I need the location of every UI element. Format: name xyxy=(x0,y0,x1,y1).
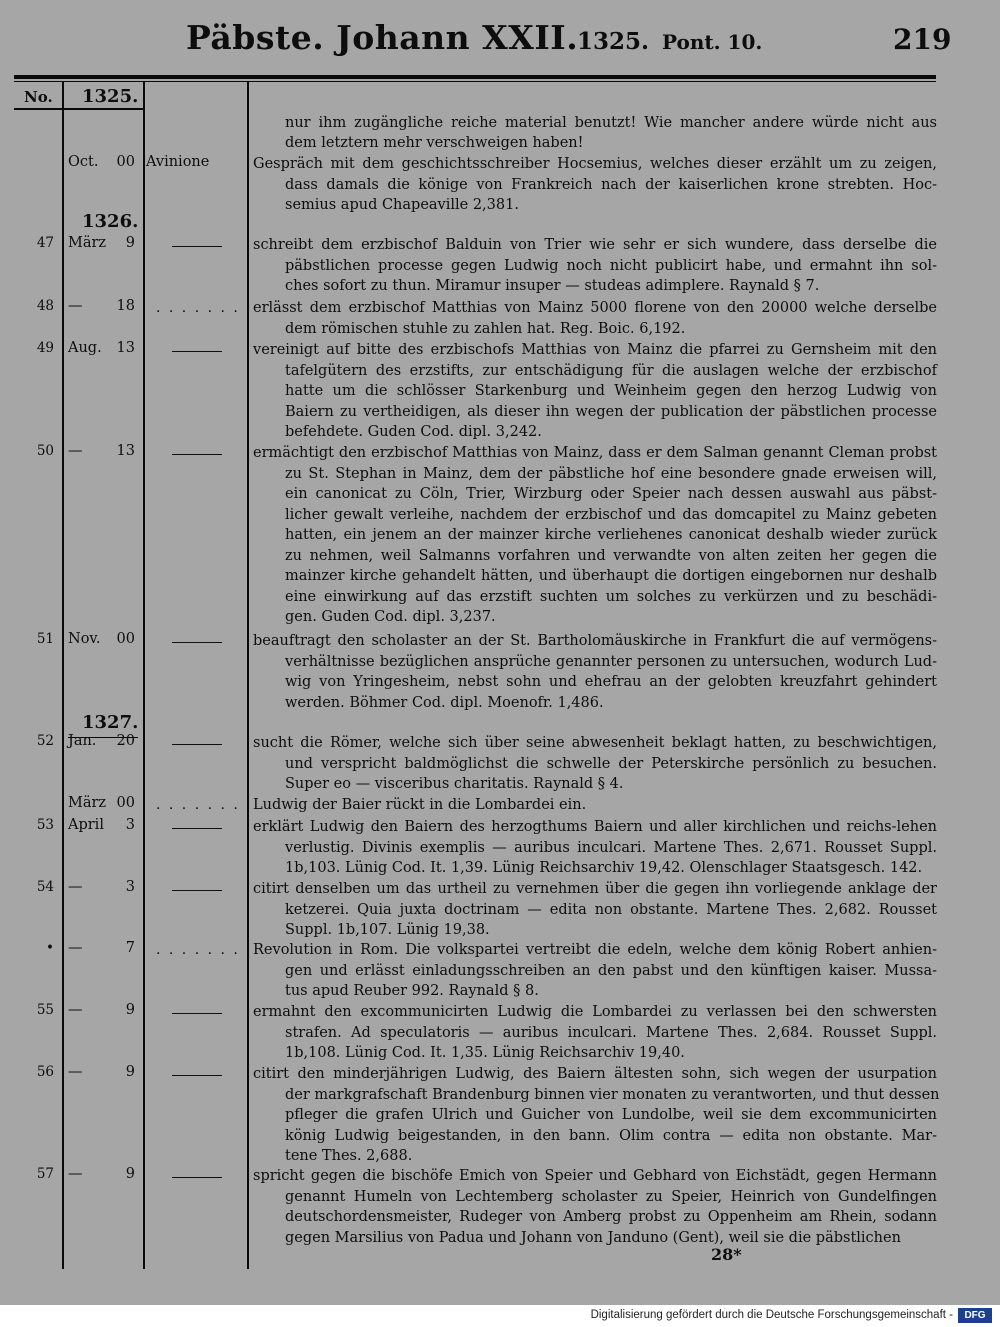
entry-text-line: tafelgütern des erzstifts, zur entschädigung für die auslagen welche der erzbischof xyxy=(285,362,937,379)
entry-text-line: ermächtigt den erzbischof Matthias von Mainz, dass er dem Salman genannt Cleman probst xyxy=(253,445,937,461)
entry-number: • xyxy=(46,940,54,956)
place-dash xyxy=(172,890,222,891)
entry-text-line: hatten, ein jenem an der mainzer kirche verliehenes canonicat deshalb wieder zurück xyxy=(285,527,937,543)
place-dash xyxy=(172,642,222,643)
entry-text-line: werden. Böhmer Cod. dipl. Moenofr. 1,486. xyxy=(285,694,604,711)
entry-text xyxy=(253,1064,940,1167)
column-header-year: 1325. xyxy=(82,86,139,107)
entry-day: 7 xyxy=(125,940,135,956)
entry-month: — xyxy=(68,1064,83,1080)
entry-text-line: der markgrafschaft Brandenburg binnen vier monaten zu verantworten, und thut dessen xyxy=(285,1086,940,1103)
entry-text xyxy=(253,1166,937,1248)
entry-text-line: ketzerei. Quia juxta doctrinam — edita non obstante. Martene Thes. 2,682. Rousset xyxy=(285,901,937,918)
page-number: 219 xyxy=(893,23,952,56)
entry-text-line: citirt den minderjährigen Ludwig, des Baiern ältesten sohn, sich wegen der usurpation xyxy=(253,1066,937,1082)
dfg-logo: DFG xyxy=(958,1308,992,1323)
entry-text-line: semius apud Chapeaville 2,381. xyxy=(285,197,519,213)
entry-text-line: verlustig. Divinis exemplis — auribus inculcari. Martene Thes. 2,671. Rousset Suppl. xyxy=(285,839,937,856)
place-dash xyxy=(172,454,222,455)
entry-text-line: gen und erlässt einladungsschreiben an den pabst und den künftigen kaiser. Mussa- xyxy=(285,962,937,979)
entry-text-line: spricht gegen die bischöfe Emich von Speier und Gebhard von Eichstädt, gegen Hermann xyxy=(253,1168,937,1184)
entry-text-line: Baiern zu vertheidigen, als dieser ihn wegen der publication der päbstlichen processe xyxy=(285,403,937,420)
entry-month: Oct. xyxy=(68,154,99,170)
entry-text-line: gen. Guden Cod. dipl. 3,237. xyxy=(285,609,496,625)
entry-text-line: deutschordensmeister, Rudeger von Amberg probst zu Oppenheim am Rhein, sodann xyxy=(285,1209,937,1225)
entry-number: 54 xyxy=(36,879,54,895)
entry-text-line: 1b,103. Lünig Cod. It. 1,39. Lünig Reichsarchiv 19,42. Olenschlager Staatsgesch. 142. xyxy=(285,860,923,876)
entry-text-line: Super eo — visceribus charitatis. Raynald § 4. xyxy=(285,776,624,792)
footer-text: Digitalisierung gefördert durch die Deutsche Forschungsgemeinschaft - xyxy=(590,1309,953,1321)
entry-text-line: ches sofort zu thun. Miramur insuper — studeas adimplere. Raynald § 7. xyxy=(285,278,820,294)
entry-text-line: eine einwirkung auf das erzstift suchten um solches zu verkürzen und zu beschädi- xyxy=(285,588,937,605)
entry-text-line: Suppl. 1b,107. Lünig 19,38. xyxy=(285,922,490,938)
entry-text xyxy=(253,733,937,795)
entry-number: 51 xyxy=(36,631,54,647)
entry-number: 57 xyxy=(36,1166,54,1182)
entry-text-line: und verspricht baldmöglichst die schwelle der Peterskirche persönlich zu besuchen. xyxy=(285,755,937,772)
entry-text-line: päbstlichen processe gegen Ludwig noch nicht publicirt habe, und ermahnt ihn sol- xyxy=(285,257,937,274)
entry-text-line: erklärt Ludwig den Baiern des herzogthums Baiern und aller kirchlichen und reichs-lehen xyxy=(253,819,937,835)
entry-day: 3 xyxy=(125,879,135,895)
place-dash xyxy=(172,744,222,745)
entry-text-line: könig Ludwig beigestanden, in den bann. Olim contra — edita non obstante. Mar- xyxy=(285,1127,937,1144)
entry-month: — xyxy=(68,1002,83,1018)
entry-text-line: schreibt dem erzbischof Balduin von Trier wie sehr er sich wundere, dass derselbe die xyxy=(253,237,937,253)
header-pont: Pont. 10. xyxy=(662,30,763,54)
entry-day: 9 xyxy=(125,235,135,251)
entry-text-line: zu St. Stephan in Mainz, dem der päbstliche hof eine besondere gnade erweisen will, xyxy=(285,465,937,482)
entry-number: 52 xyxy=(36,733,54,749)
entry-day: 9 xyxy=(125,1064,135,1080)
place-dash xyxy=(172,1013,222,1014)
entry-text-line: tene Thes. 2,688. xyxy=(285,1148,413,1164)
entry-text-line: Ludwig der Baier rückt in die Lombardei ein. xyxy=(253,797,587,813)
entry-text-line: pfleger die grafen Ulrich und Guicher von Lundolbe, weil sie dem excommunicirten xyxy=(285,1107,937,1123)
entry-day: 3 xyxy=(125,817,135,833)
entry-text-line: licher gewalt verleihe, nachdem der erzbischof und das domcapitel zu Mainz gebeten xyxy=(285,506,937,523)
entry-text-line: nur ihm zugängliche reiche material benutzt! Wie mancher andere würde nicht aus xyxy=(285,115,937,131)
entry-text-line: zu nehmen, weil Salmanns vorfahren und verwandte von alten zeiten her gegen die xyxy=(285,547,937,564)
entry-text-line: erlässt dem erzbischof Matthias von Mainz 5000 florene von den 20000 welche derselbe xyxy=(253,300,937,316)
entry-text-line: ein canonicat zu Cöln, Trier, Wirzburg oder Speier nach dessen auswahl aus päbst- xyxy=(285,486,937,502)
entry-text-line: strafen. Ad speculatoris — auribus inculcari. Martene Thes. 2,684. Rousset Suppl. xyxy=(285,1024,937,1041)
place-dash xyxy=(172,1177,222,1178)
column-header-rule xyxy=(14,108,145,110)
place-dots: . . . . . . . xyxy=(156,797,240,813)
entry-month: — xyxy=(68,443,83,459)
entry-text xyxy=(253,298,937,339)
entry-text xyxy=(253,879,937,941)
entry-text-line: genannt Humeln von Lechtemberg scholaster zu Speier, Heinrich von Gundelfingen xyxy=(285,1188,937,1205)
header-rule-thick xyxy=(14,75,936,79)
entry-day: 9 xyxy=(125,1002,135,1018)
entry-number: 56 xyxy=(36,1064,54,1080)
column-divider-no xyxy=(62,82,64,1269)
header-year: 1325. xyxy=(577,28,650,55)
page-header xyxy=(0,18,1000,68)
year-label: 1327. xyxy=(82,712,139,733)
entry-text-line: mainzer kirche gehandelt hätten, und überhaupt die dortigen eingebornen nur deshalb xyxy=(285,568,937,584)
entry-text-line: vereinigt auf bitte des erzbischofs Matthias von Mainz die pfarrei zu Gernsheim mit den xyxy=(253,342,937,358)
footer-bar xyxy=(0,1305,1000,1327)
entry-month: Aug. xyxy=(68,340,102,356)
entry-text-line: Revolution in Rom. Die volkspartei vertreibt die edeln, welche dem könig Robert anhien- xyxy=(253,942,937,958)
place-dash xyxy=(172,351,222,352)
entry-number: 48 xyxy=(36,298,54,314)
place-dots: . . . . . . . xyxy=(156,942,240,958)
entry-text-line: dem römischen stuhle zu zahlen hat. Reg. Boic. 6,192. xyxy=(285,320,686,337)
entry-number: 55 xyxy=(36,1002,54,1018)
entry-text-line: ermahnt den excommunicirten Ludwig die Lombardei zu verlassen bei den schwersten xyxy=(253,1004,937,1020)
entry-text xyxy=(253,235,937,297)
entry-day: 00 xyxy=(116,154,135,170)
entry-text-line: Gespräch mit dem geschichtsschreiber Hocsemius, welches dieser erzählt um zu zeigen, xyxy=(253,156,937,172)
entry-text-line: sucht die Römer, welche sich über seine abwesenheit beklagt hatten, zu beschwichtigen, xyxy=(253,735,937,751)
entry-text-line: verhältnisse bezüglichen ansprüche genannter personen zu untersuchen, wodurch Lud- xyxy=(285,653,937,670)
entry-place: Avinione xyxy=(146,154,210,170)
header-title: Päbste. Johann XXII. xyxy=(186,18,579,57)
entry-text-line: beauftragt den scholaster an der St. Bartholomäuskirche in Frankfurt die auf vermögens- xyxy=(253,633,937,649)
entry-text xyxy=(253,795,937,815)
entry-month: — xyxy=(68,940,83,956)
entry-month: — xyxy=(68,879,83,895)
entry-month: Jan. xyxy=(68,733,97,749)
column-divider-place xyxy=(247,82,249,1269)
entry-text-line: wig von Yringesheim, nebst sohn und ehefrau an der gelobten kreuzfahrt gehindert xyxy=(285,674,937,690)
entry-month: März xyxy=(68,235,107,251)
entry-text xyxy=(253,631,937,713)
entry-number: 49 xyxy=(36,340,54,356)
entry-text-line: citirt denselben um das urtheil zu vernehmen über die gegen ihn vorliegende anklage der xyxy=(253,881,937,897)
entry-text-line: dass damals die könige von Frankreich nach der kaiserlichen krone strebten. Hoc- xyxy=(285,176,937,193)
place-dash xyxy=(172,1075,222,1076)
year-label: 1326. xyxy=(82,211,139,232)
signature-mark: 28* xyxy=(711,1245,742,1264)
entry-day: 18 xyxy=(116,298,135,314)
entry-day: 20 xyxy=(116,733,135,749)
header-rule-thin xyxy=(14,81,936,82)
entry-text-line: hatte um die schlösser Starkenburg und Weinheim gegen den herzog Ludwig von xyxy=(285,383,937,399)
entry-text-line: 1b,108. Lünig Cod. It. 1,35. Lünig Reichsarchiv 19,40. xyxy=(285,1045,685,1061)
entry-text-line: tus apud Reuber 992. Raynald § 8. xyxy=(285,983,539,999)
entry-text-line: befehdete. Guden Cod. dipl. 3,242. xyxy=(285,424,542,440)
entry-text-line: gegen Marsilius von Padua und Johann von Janduno (Gent), weil sie die päbstlichen xyxy=(285,1229,901,1246)
place-dash xyxy=(172,246,222,247)
entry-number: 53 xyxy=(36,817,54,833)
entry-day: 9 xyxy=(125,1166,135,1182)
place-dots: . . . . . . . xyxy=(156,300,240,316)
entry-day: 00 xyxy=(116,795,135,811)
entry-text xyxy=(253,154,937,216)
column-divider-date xyxy=(143,82,145,1269)
entry-text xyxy=(253,940,937,1002)
entry-text xyxy=(253,443,937,628)
entry-month: April xyxy=(68,817,104,833)
entry-text xyxy=(253,817,937,879)
entry-text-line: dem letztern mehr verschweigen haben! xyxy=(285,135,584,151)
column-header-no: No. xyxy=(24,88,53,106)
entry-month: — xyxy=(68,1166,83,1182)
entry-text xyxy=(253,340,937,443)
entry-number: 47 xyxy=(36,235,54,251)
entry-month: Nov. xyxy=(68,631,101,647)
entry-month: — xyxy=(68,298,83,314)
entry-text xyxy=(253,1002,937,1064)
entry-month: März xyxy=(68,795,107,811)
entry-number: 50 xyxy=(36,443,54,459)
entry-day: 13 xyxy=(116,443,135,459)
entry-day: 13 xyxy=(116,340,135,356)
place-dash xyxy=(172,828,222,829)
entry-day: 00 xyxy=(116,631,135,647)
entry-text xyxy=(253,113,937,153)
